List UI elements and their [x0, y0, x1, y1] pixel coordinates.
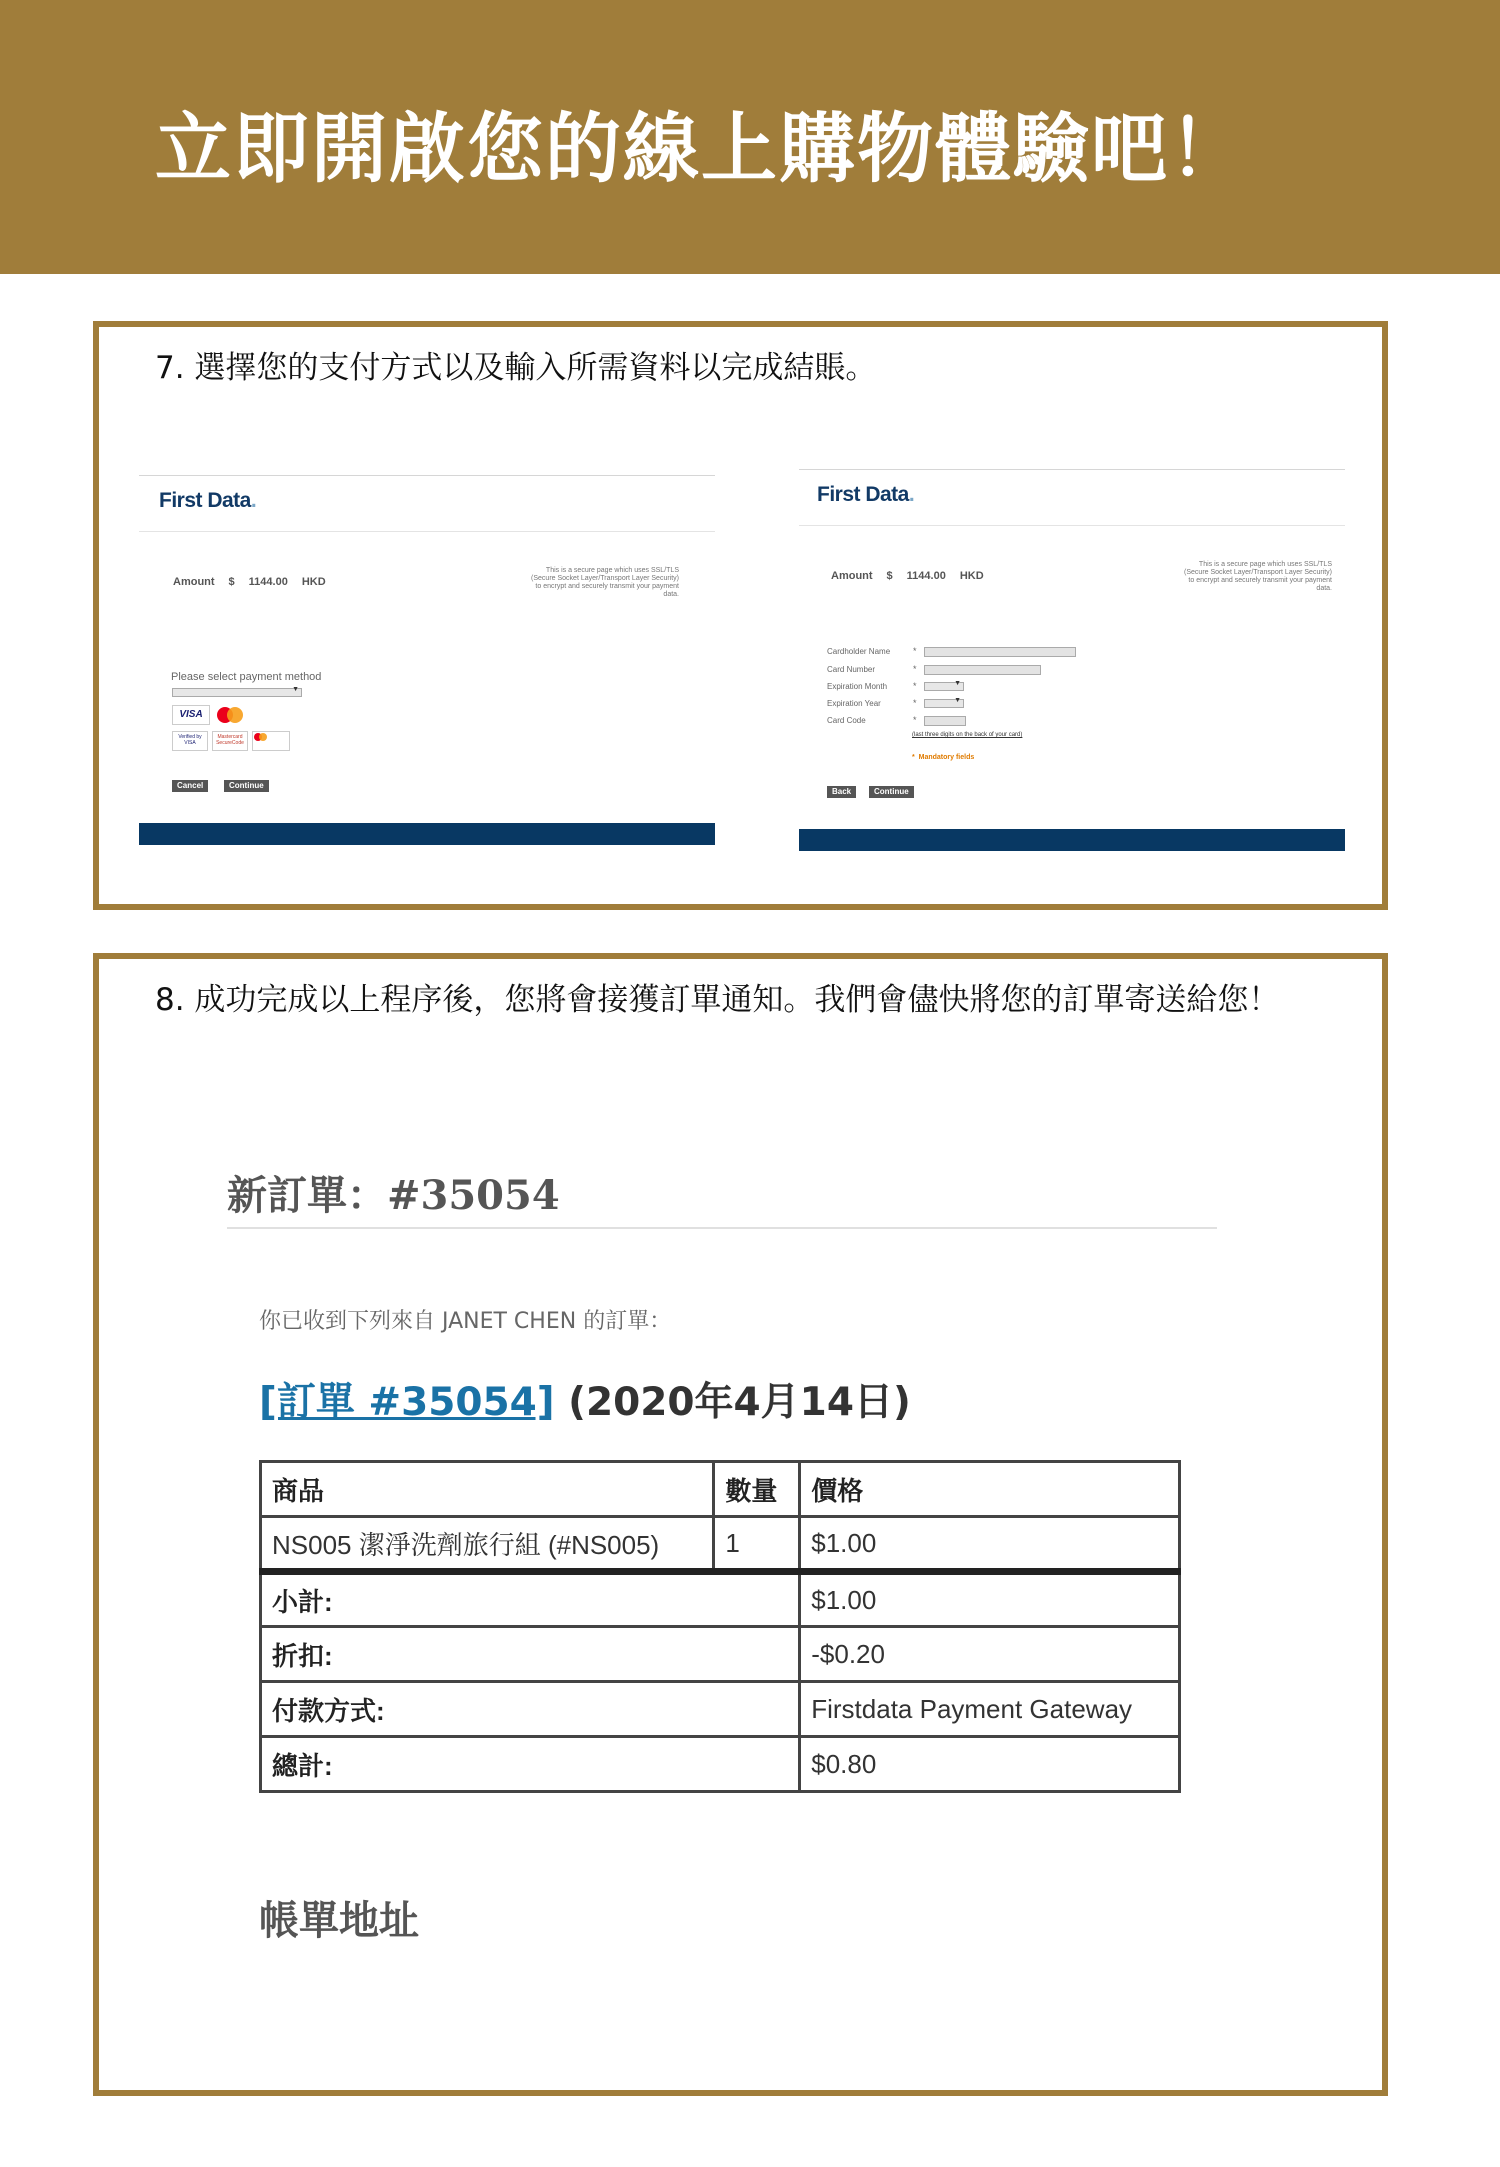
- mastercard-icon[interactable]: [215, 705, 247, 725]
- billing-address-title: 帳單地址: [259, 1897, 419, 1944]
- firstdata-logo: First Data.: [159, 489, 257, 512]
- banner-title: 立即開啟您的線上購物體驗吧！: [155, 104, 1247, 193]
- continue-button[interactable]: Continue: [224, 780, 269, 792]
- continue-button[interactable]: Continue: [869, 786, 914, 798]
- divider: [799, 525, 1345, 526]
- mandatory-fields-note: * Mandatory fields: [912, 754, 975, 761]
- header-quantity: 數量: [714, 1462, 800, 1517]
- cardholder-name-label: Cardholder Name: [827, 647, 891, 656]
- order-date: (2020年4月14日): [568, 1380, 911, 1425]
- card-number-label: Card Number: [827, 665, 876, 674]
- order-link[interactable]: [訂單 #35054]: [259, 1380, 555, 1425]
- card-code-hint-link[interactable]: (last three digits on the back of your card): [912, 732, 1023, 738]
- order-heading: [259, 1371, 911, 1427]
- secure-note: This is a secure page which uses SSL/TLS (Secure Socket Layer/Transport Layer Security) to encrypt and securely transmit your payment data.: [1184, 561, 1332, 592]
- step7-frame: [93, 321, 1388, 910]
- payment-method-label: 付款方式:: [261, 1682, 800, 1737]
- payment-method-screenshot: [139, 475, 715, 855]
- back-button[interactable]: Back: [827, 786, 856, 798]
- chevron-down-icon: ▼: [292, 686, 299, 693]
- divider: [799, 469, 1345, 470]
- item-name: NS005 潔淨洗劑旅行組 (#NS005): [261, 1517, 714, 1572]
- secure-note: This is a secure page which uses SSL/TLS (Secure Socket Layer/Transport Layer Security) to encrypt and securely transmit your payment data.: [531, 567, 679, 598]
- total-label: 總計:: [261, 1737, 800, 1792]
- payment-method-row: [261, 1682, 1180, 1737]
- subtotal-label: 小計:: [261, 1572, 800, 1627]
- visa-card-icon[interactable]: VISA: [172, 705, 210, 725]
- chevron-down-icon: ▼: [954, 697, 961, 704]
- footer-bar: [139, 823, 715, 845]
- amount-row: Amount $ 1144.00 HKD: [173, 576, 326, 588]
- divider: [139, 531, 715, 532]
- discount-value: -$0.20: [800, 1627, 1180, 1682]
- divider: [139, 475, 715, 476]
- mastercard-idcheck-icon: [252, 731, 290, 751]
- step8-instruction: 8. 成功完成以上程序後，您將會接獲訂單通知。我們會儘快將您的訂單寄送給您！: [155, 982, 1280, 1018]
- total-row: [261, 1737, 1180, 1792]
- verified-by-visa-icon: Verified by VISA: [172, 731, 208, 751]
- amount-row: Amount $ 1144.00 HKD: [831, 570, 984, 582]
- header-product: 商品: [261, 1462, 714, 1517]
- step7-instruction: 7. 選擇您的支付方式以及輸入所需資料以完成結賬。: [155, 350, 877, 386]
- header-price: 價格: [800, 1462, 1180, 1517]
- footer-bar: [799, 829, 1345, 851]
- received-notice: 你已收到下列來自 JANET CHEN 的訂單：: [259, 1309, 672, 1334]
- expiration-month-select[interactable]: [924, 682, 964, 691]
- payment-method-value: Firstdata Payment Gateway: [800, 1682, 1180, 1737]
- expiration-year-label: Expiration Year: [827, 699, 881, 708]
- item-quantity: 1: [714, 1517, 800, 1572]
- step8-frame: [93, 953, 1388, 2096]
- total-value: $0.80: [800, 1737, 1180, 1792]
- table-header-row: [261, 1462, 1180, 1517]
- expiration-month-label: Expiration Month: [827, 682, 888, 691]
- header-banner: [0, 0, 1500, 274]
- discount-row: [261, 1627, 1180, 1682]
- chevron-down-icon: ▼: [954, 680, 961, 687]
- expiration-year-select[interactable]: [924, 699, 964, 708]
- order-table: [259, 1460, 1181, 1793]
- table-row: [261, 1517, 1180, 1572]
- divider: [227, 1227, 1217, 1229]
- cancel-button[interactable]: Cancel: [172, 780, 208, 792]
- card-details-screenshot: First Data. Amount $ 1144.00 HKD This is a secure page which uses SSL/TLS (Secure Socket Layer/Transport Layer Security) to encrypt and securely transmit your payment data. Cardholder Name * Card Number * Expiration Month * ▼ Expiration Year * ▼ Card Code * (last three digits on the back of your card) * Mandatory fields Back Continue: [799, 469, 1345, 855]
- firstdata-logo: First Data.: [817, 483, 915, 506]
- new-order-title: 新訂單：#35054: [227, 1172, 560, 1219]
- cardholder-name-input[interactable]: [924, 647, 1076, 657]
- mastercard-securecode-icon: Mastercard SecureCode: [212, 731, 248, 751]
- subtotal-value: $1.00: [800, 1572, 1180, 1627]
- select-payment-label: Please select payment method: [171, 671, 322, 683]
- subtotal-row: [261, 1572, 1180, 1627]
- card-code-label: Card Code: [827, 716, 866, 725]
- card-number-input[interactable]: [924, 665, 1041, 675]
- item-price: $1.00: [800, 1517, 1180, 1572]
- discount-label: 折扣:: [261, 1627, 800, 1682]
- payment-method-select[interactable]: [172, 688, 302, 697]
- card-code-input[interactable]: [924, 716, 966, 726]
